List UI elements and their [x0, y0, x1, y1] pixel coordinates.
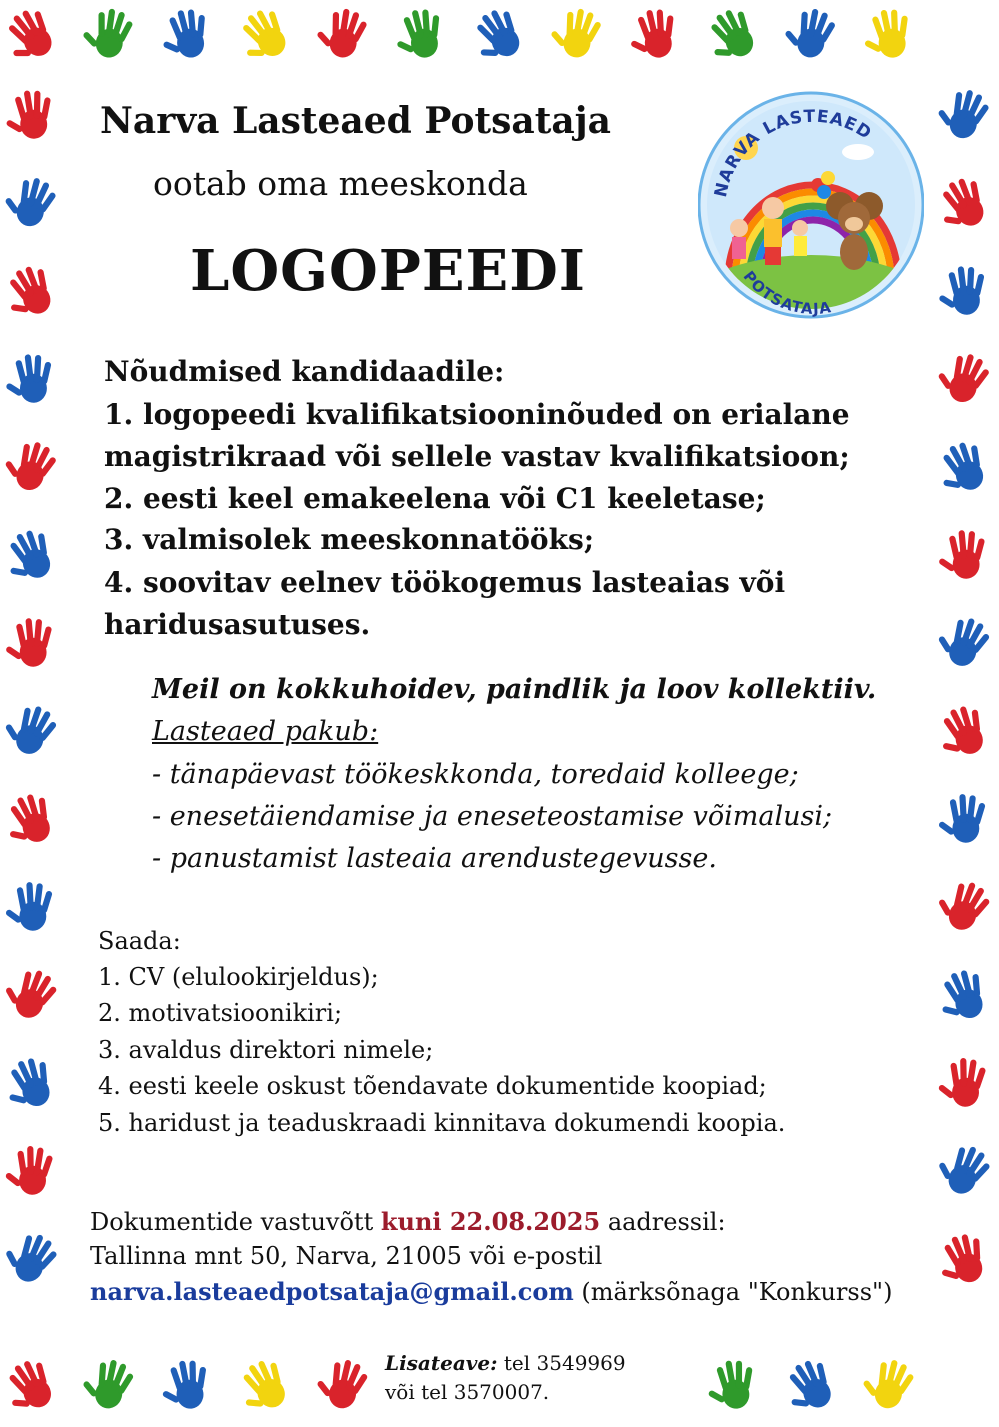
handprint-icon: [935, 1141, 997, 1203]
submission-prefix: Dokumentide vastuvõtt: [90, 1208, 374, 1236]
handprint-icon: [2, 261, 64, 323]
handprint-icon: [935, 1229, 997, 1291]
handprint-icon: [626, 4, 688, 66]
send-heading: Saada:: [98, 927, 181, 955]
handprint-icon: [935, 1053, 997, 1115]
handprint-icon: [935, 173, 997, 235]
handprint-icon: [935, 85, 997, 147]
offer-heading-wrap: [152, 716, 378, 747]
handprint-icon: [2, 4, 64, 66]
handprint-icon: [2, 877, 64, 939]
handprint-icon: [2, 437, 64, 499]
requirement-line: haridusasutuses.: [104, 608, 371, 641]
logo-top-text: NARVA LASTEAED: [711, 106, 876, 200]
contact-label: Lisateave:: [385, 1351, 498, 1375]
offer-item: - enesetäiendamise ja eneseteostamise võimalusi;: [152, 801, 833, 832]
handprint-icon: [935, 701, 997, 763]
offer-item: - tänapäevast töökeskkonda, toredaid kolleege;: [152, 759, 799, 790]
handprint-icon: [236, 1355, 298, 1417]
send-item: 1. CV (elulookirjeldus);: [98, 963, 379, 991]
handprint-icon: [704, 4, 766, 66]
send-item: 2. motivatsioonikiri;: [98, 999, 343, 1027]
handprint-icon: [2, 613, 64, 675]
handprint-icon: [2, 789, 64, 851]
handprint-icon: [392, 4, 454, 66]
handprint-icon: [935, 349, 997, 411]
handprint-icon: [236, 4, 298, 66]
send-item: 4. eesti keele oskust tõendavate dokumentide koopiad;: [98, 1072, 767, 1100]
handprint-icon: [935, 877, 997, 939]
handprint-icon: [2, 701, 64, 763]
handprint-icon: [2, 173, 64, 235]
requirement-line: 4. soovitav eelnev töökogemus lasteaias või: [104, 566, 786, 599]
email-link[interactable]: narva.lasteaedpotsataja@gmail.com: [90, 1277, 574, 1306]
contact-line: [385, 1351, 626, 1375]
handprint-icon: [935, 437, 997, 499]
handprint-icon: [935, 613, 997, 675]
handprint-icon: [2, 85, 64, 147]
handprint-icon: [782, 1355, 844, 1417]
handprint-icon: [935, 525, 997, 587]
handprint-icon: [158, 4, 220, 66]
kindergarten-name: Narva Lasteaed Potsataja: [100, 100, 611, 142]
handprint-icon: [935, 965, 997, 1027]
requirements-heading: Nõudmised kandidaadile:: [104, 355, 505, 388]
handprint-icon: [704, 1355, 766, 1417]
handprint-icon: [2, 965, 64, 1027]
handprint-icon: [2, 349, 64, 411]
address: Tallinna mnt 50, Narva, 21005 või e-postil: [90, 1242, 603, 1270]
requirement-line: 3. valmisolek meeskonnatööks;: [104, 523, 595, 556]
handprint-icon: [80, 4, 142, 66]
handprint-icon: [548, 4, 610, 66]
handprint-icon: [2, 1355, 64, 1417]
deadline: kuni 22.08.2025: [380, 1207, 601, 1236]
handprint-icon: [935, 789, 997, 851]
email-line: [90, 1277, 892, 1306]
offer-heading: Lasteaed pakub:: [152, 716, 379, 747]
keyword: (märksõnaga "Konkurss"): [581, 1278, 893, 1306]
requirement-line: 2. eesti keel emakeelena või C1 keeletase;: [104, 482, 766, 515]
phone-2: või tel 3570007.: [385, 1380, 550, 1404]
handprint-icon: [935, 261, 997, 323]
send-item: 5. haridust ja teaduskraadi kinnitava dokumendi koopia.: [98, 1109, 786, 1137]
requirement-line: magistrikraad või sellele vastav kvalifikatsioon;: [104, 440, 850, 473]
handprint-icon: [2, 525, 64, 587]
subtitle: ootab oma meeskonda: [153, 164, 528, 203]
handprint-icon: [2, 1229, 64, 1291]
phone-1: tel 3549969: [503, 1351, 626, 1375]
handprint-icon: [2, 1053, 64, 1115]
handprint-icon: [158, 1355, 220, 1417]
send-item: 3. avaldus direktori nimele;: [98, 1036, 434, 1064]
position-title: LOGOPEEDI: [190, 238, 586, 304]
handprint-icon: [860, 1355, 922, 1417]
offer-item: - panustamist lasteaia arendustegevusse.: [152, 843, 717, 874]
team-description: Meil on kokkuhoidev, paindlik ja loov kollektiiv.: [152, 674, 877, 705]
requirement-line: 1. logopeedi kvalifikatsiooninõuded on erialane: [104, 398, 850, 431]
handprint-icon: [314, 4, 376, 66]
handprint-icon: [860, 4, 922, 66]
submission-suffix: aadressil:: [607, 1208, 726, 1236]
handprint-icon: [314, 1355, 376, 1417]
handprint-icon: [470, 4, 532, 66]
submission-line: [90, 1207, 726, 1236]
logo-bottom-text: POTSATAJA: [739, 267, 833, 318]
handprint-icon: [80, 1355, 142, 1417]
handprint-icon: [2, 1141, 64, 1203]
handprint-icon: [782, 4, 844, 66]
kindergarten-logo: [698, 80, 924, 330]
